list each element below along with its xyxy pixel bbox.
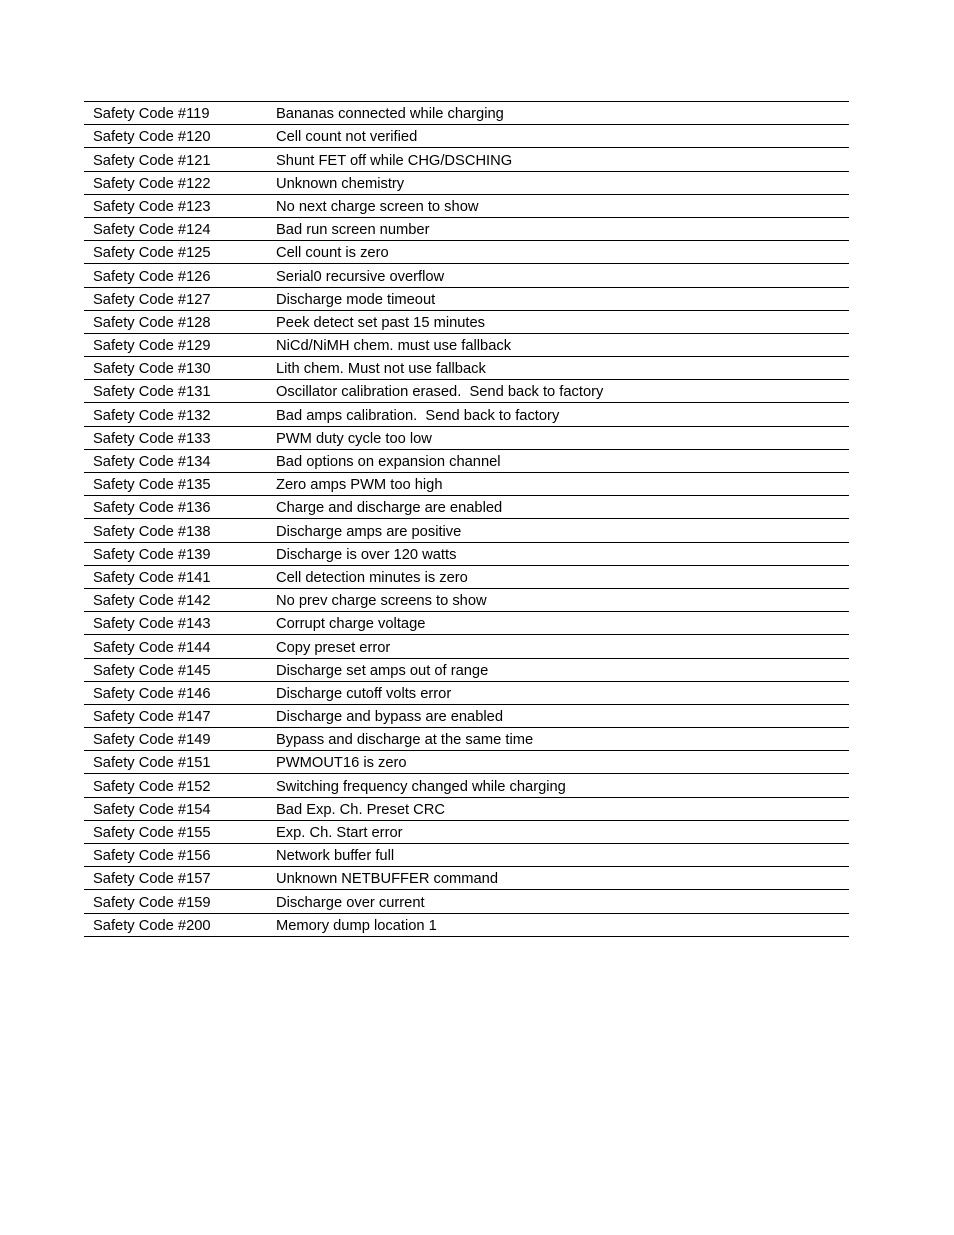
table-row xyxy=(84,914,849,937)
safety-code-cell: Safety Code #130 xyxy=(93,361,211,378)
table-row xyxy=(84,403,849,426)
safety-code-cell: Safety Code #155 xyxy=(93,825,211,841)
safety-code-cell: Safety Code #125 xyxy=(93,245,211,262)
safety-code-cell: Safety Code #142 xyxy=(93,593,211,610)
table-row xyxy=(84,195,849,218)
table-row xyxy=(84,751,849,774)
table-row xyxy=(84,473,849,496)
table-row xyxy=(84,867,849,890)
description-cell: Corrupt charge voltage xyxy=(276,616,426,633)
description-cell: Bad amps calibration. Send back to factory xyxy=(276,407,560,424)
safety-code-cell: Safety Code #139 xyxy=(93,546,211,563)
table-row xyxy=(84,102,849,125)
safety-code-cell: Safety Code #131 xyxy=(93,384,211,401)
description-cell: Bad options on expansion channel xyxy=(276,454,501,470)
description-cell: No prev charge screens to show xyxy=(276,593,487,610)
safety-code-cell: Safety Code #124 xyxy=(93,222,211,239)
table-row xyxy=(84,264,849,287)
description-cell: PWMOUT16 is zero xyxy=(276,755,407,772)
table-row xyxy=(84,288,849,311)
safety-code-cell: Safety Code #151 xyxy=(93,755,211,772)
description-cell: Discharge mode timeout xyxy=(276,291,436,308)
safety-code-cell: Safety Code #147 xyxy=(93,709,211,726)
safety-code-cell: Safety Code #144 xyxy=(93,639,211,656)
description-cell: Discharge over current xyxy=(276,894,425,911)
table-row xyxy=(84,821,849,844)
table-row xyxy=(84,519,849,542)
table-row xyxy=(84,566,849,589)
table-row xyxy=(84,798,849,821)
description-cell: No next charge screen to show xyxy=(276,198,479,215)
table-row xyxy=(84,635,849,658)
safety-code-cell: Safety Code #156 xyxy=(93,848,211,865)
table-row xyxy=(84,311,849,334)
safety-code-cell: Safety Code #136 xyxy=(93,500,211,517)
description-cell: Cell count is zero xyxy=(276,245,389,262)
table-row xyxy=(84,427,849,450)
table-row xyxy=(84,612,849,635)
description-cell: Bad run screen number xyxy=(276,222,430,239)
safety-code-cell: Safety Code #138 xyxy=(93,523,211,540)
description-cell: Discharge is over 120 watts xyxy=(276,546,457,563)
safety-codes-table xyxy=(84,101,849,937)
table-row xyxy=(84,357,849,380)
description-cell: Lith chem. Must not use fallback xyxy=(276,361,486,378)
table-row xyxy=(84,844,849,867)
description-cell: Bypass and discharge at the same time xyxy=(276,732,534,749)
description-cell: Discharge amps are positive xyxy=(276,523,462,540)
safety-code-cell: Safety Code #120 xyxy=(93,129,211,146)
description-cell: Bananas connected while charging xyxy=(276,106,504,123)
table-row xyxy=(84,705,849,728)
table-row xyxy=(84,659,849,682)
safety-code-cell: Safety Code #127 xyxy=(93,291,211,308)
description-cell: Unknown NETBUFFER command xyxy=(276,871,499,888)
table-row xyxy=(84,218,849,241)
description-cell: Unknown chemistry xyxy=(276,175,405,192)
safety-code-cell: Safety Code #133 xyxy=(93,430,211,447)
safety-code-cell: Safety Code #157 xyxy=(93,871,211,888)
description-cell: Cell detection minutes is zero xyxy=(276,569,468,586)
description-cell: Switching frequency changed while charging xyxy=(276,778,566,795)
table-row xyxy=(84,172,849,195)
description-cell: Cell count not verified xyxy=(276,129,418,146)
table-row xyxy=(84,890,849,913)
description-cell: Oscillator calibration erased. Send back to factory xyxy=(276,384,604,401)
description-cell: Peek detect set past 15 minutes xyxy=(276,314,486,331)
description-cell: Network buffer full xyxy=(276,848,395,865)
safety-code-cell: Safety Code #146 xyxy=(93,685,211,702)
description-cell: Charge and discharge are enabled xyxy=(276,500,503,517)
description-cell: Exp. Ch. Start error xyxy=(276,825,403,841)
safety-code-cell: Safety Code #200 xyxy=(93,917,211,934)
safety-code-cell: Safety Code #134 xyxy=(93,454,211,470)
description-cell: Discharge and bypass are enabled xyxy=(276,709,503,726)
description-cell: PWM duty cycle too low xyxy=(276,430,432,447)
description-cell: Discharge cutoff volts error xyxy=(276,685,452,702)
table-row xyxy=(84,774,849,797)
description-cell: NiCd/NiMH chem. must use fallback xyxy=(276,338,512,355)
description-cell: Bad Exp. Ch. Preset CRC xyxy=(276,801,445,818)
safety-code-cell: Safety Code #122 xyxy=(93,175,211,192)
table-row xyxy=(84,241,849,264)
safety-code-cell: Safety Code #152 xyxy=(93,778,211,795)
table-row xyxy=(84,543,849,566)
table-row xyxy=(84,682,849,705)
safety-code-cell: Safety Code #123 xyxy=(93,198,211,215)
description-cell: Copy preset error xyxy=(276,639,391,656)
table-row xyxy=(84,589,849,612)
safety-code-cell: Safety Code #145 xyxy=(93,662,211,679)
safety-code-cell: Safety Code #149 xyxy=(93,732,211,749)
safety-code-cell: Safety Code #121 xyxy=(93,152,211,169)
table-row xyxy=(84,450,849,473)
description-cell: Memory dump location 1 xyxy=(276,917,437,934)
table-row xyxy=(84,125,849,148)
safety-code-cell: Safety Code #126 xyxy=(93,268,211,285)
table-row xyxy=(84,380,849,403)
safety-code-cell: Safety Code #141 xyxy=(93,569,211,586)
safety-code-cell: Safety Code #154 xyxy=(93,801,211,818)
safety-code-cell: Safety Code #119 xyxy=(93,106,210,123)
table-row xyxy=(84,728,849,751)
safety-code-cell: Safety Code #159 xyxy=(93,894,211,911)
description-cell: Shunt FET off while CHG/DSCHING xyxy=(276,152,513,169)
description-cell: Zero amps PWM too high xyxy=(276,477,443,494)
description-cell: Discharge set amps out of range xyxy=(276,662,489,679)
table-row xyxy=(84,148,849,171)
safety-code-cell: Safety Code #129 xyxy=(93,338,211,355)
safety-code-cell: Safety Code #135 xyxy=(93,477,211,494)
safety-code-cell: Safety Code #132 xyxy=(93,407,211,424)
safety-code-cell: Safety Code #143 xyxy=(93,616,211,633)
table-row xyxy=(84,496,849,519)
table-row xyxy=(84,334,849,357)
description-cell: Serial0 recursive overflow xyxy=(276,268,445,285)
safety-code-cell: Safety Code #128 xyxy=(93,314,211,331)
